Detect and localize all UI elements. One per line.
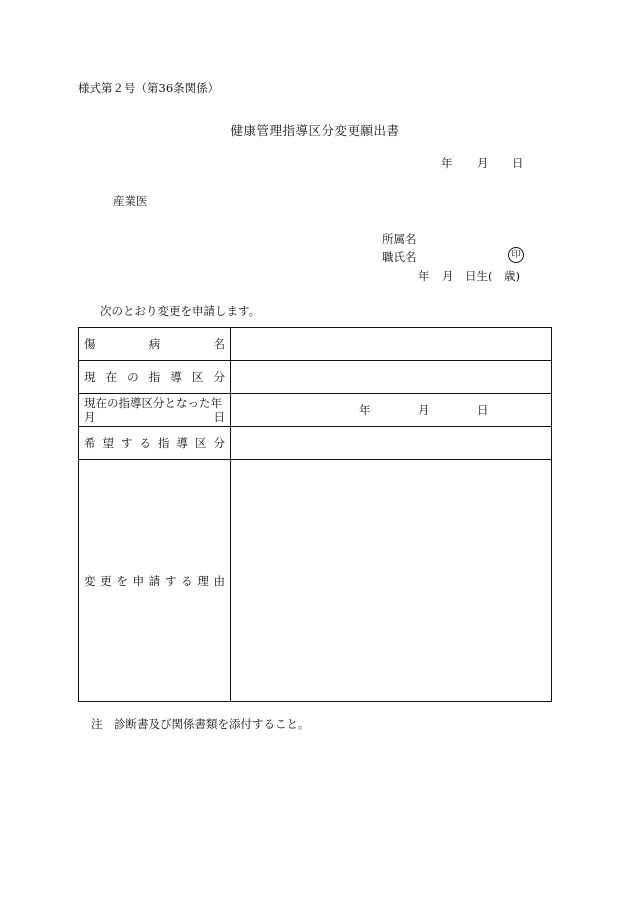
label-char: 分	[213, 436, 225, 450]
label-char: る	[181, 573, 193, 588]
row-reason	[79, 460, 552, 702]
label-char: 区	[195, 436, 207, 450]
label-char: の	[127, 370, 139, 384]
label-char: を	[116, 573, 128, 588]
age-label: 歳)	[504, 269, 520, 283]
label-char: 病	[148, 337, 161, 351]
intro-text: 次のとおり変更を申請します。	[100, 304, 261, 318]
label-char: 分	[213, 370, 225, 384]
label-char: す	[121, 436, 133, 450]
label-reason	[79, 460, 231, 702]
disease-name-field[interactable]	[231, 328, 552, 361]
date-year: 年	[441, 156, 453, 170]
date-month: 月	[477, 156, 489, 170]
label-char: 傷	[84, 337, 96, 351]
date-changed-month: 月	[418, 403, 430, 417]
label-char: 区	[191, 370, 204, 384]
form-number: 様式第２号（第36条関係）	[78, 81, 220, 95]
current-category-field[interactable]	[231, 361, 552, 394]
label-char: る	[139, 436, 151, 450]
addressee: 産業医	[113, 194, 148, 208]
label-current-category	[79, 361, 231, 394]
label-char: 現	[84, 370, 96, 384]
label-char: 希	[84, 436, 96, 450]
name-label: 職氏名	[382, 250, 417, 264]
label-char: 導	[170, 370, 182, 384]
label-char: 更	[100, 573, 112, 588]
date-changed-year: 年	[359, 403, 371, 417]
label-char: 変	[84, 573, 96, 588]
label-disease-name	[79, 328, 231, 361]
reason-field[interactable]	[231, 460, 552, 702]
label-char: 望	[102, 436, 114, 450]
row-disease-name	[79, 328, 552, 361]
application-table	[78, 327, 552, 702]
label-char: 導	[176, 436, 188, 450]
row-desired-category	[79, 427, 552, 460]
label-char: 指	[158, 436, 170, 450]
label-date-changed	[79, 394, 231, 427]
label-date-changed-line1: 現在の指導区分となった年	[84, 396, 222, 410]
date-changed-field[interactable]	[231, 394, 552, 427]
birth-day-label: 日生(	[465, 269, 493, 283]
row-date-changed	[79, 394, 552, 427]
seal-mark: 印	[508, 247, 524, 263]
label-char: 在	[105, 370, 118, 384]
date-changed-day: 日	[477, 403, 489, 417]
desired-category-field[interactable]	[231, 427, 552, 460]
row-current-category	[79, 361, 552, 394]
label-char: 日	[213, 410, 225, 424]
label-char: 理	[197, 573, 209, 588]
date-day: 日	[512, 156, 524, 170]
label-char: 申	[132, 573, 145, 588]
label-desired-category	[79, 427, 231, 460]
birth-year: 年	[418, 269, 430, 283]
footnote: 注 診断書及び関係書類を添付すること。	[91, 717, 310, 731]
label-char: 指	[148, 370, 161, 384]
department-label: 所属名	[382, 232, 417, 246]
label-char: す	[164, 573, 177, 588]
label-char: 由	[213, 573, 225, 588]
label-char: 名	[213, 337, 225, 351]
document-title: 健康管理指導区分変更願出書	[230, 123, 400, 138]
label-char: 請	[148, 573, 161, 588]
birth-month: 月	[442, 269, 454, 283]
label-char: 月	[84, 410, 96, 424]
